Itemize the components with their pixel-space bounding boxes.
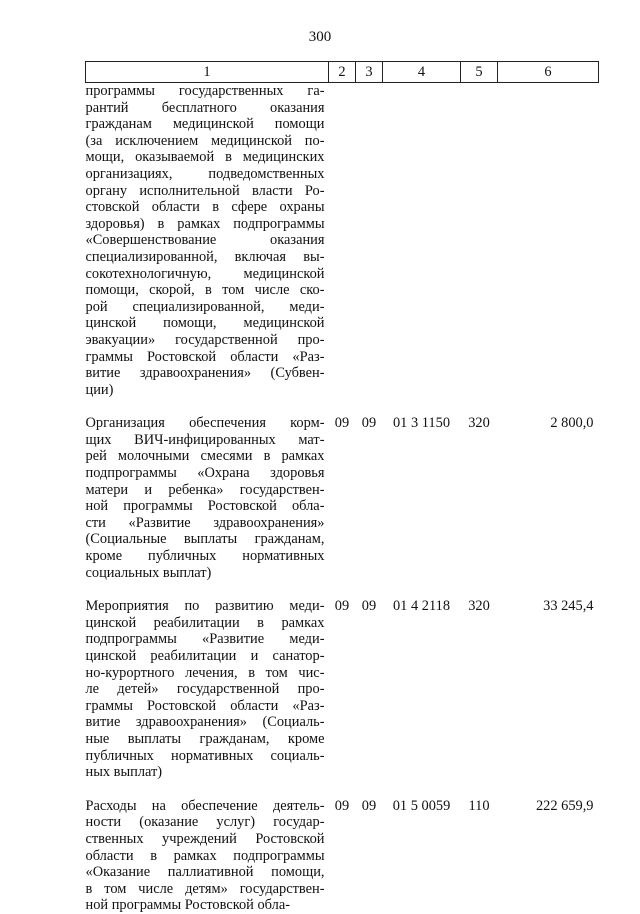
amount: 33 245,4 <box>543 598 594 615</box>
description-line: подпрограммы «Развитие меди- <box>85 631 325 648</box>
description-line: здоровья) в рамках подпрограммы <box>85 215 325 232</box>
description-line: граммы Ростовской области «Раз- <box>85 697 325 714</box>
description-line: ции) <box>85 381 114 398</box>
table-header-row <box>86 62 599 83</box>
description-line: щих ВИЧ-инфицированных мат- <box>85 431 325 448</box>
description-line: подпрограммы «Охрана здоровья <box>85 465 325 482</box>
description-line: «Оказание паллиативной помощи, <box>85 864 325 881</box>
description-line: витие здравоохранения» (Субвен- <box>85 365 325 382</box>
row-description <box>86 83 329 416</box>
budget-table <box>85 61 599 914</box>
target-article-code: 01 3 1150 <box>392 415 451 432</box>
description-line: сти «Развитие здравоохранения» <box>85 514 325 531</box>
description-line: стовской области в сфере охраны <box>85 199 325 216</box>
description-line: цинской реабилитации и санатор- <box>85 648 325 664</box>
description-line: рой специализированной, меди- <box>85 298 325 315</box>
description-line: ле детей» государственной про- <box>85 681 325 698</box>
description-line: ной программы Ростовской обла- <box>85 897 291 914</box>
description-line: (Социальные выплаты гражданам, <box>85 531 325 548</box>
description-line: организациях, подведомственных <box>85 165 325 182</box>
amount: 222 659,9 <box>535 797 594 814</box>
description-line: матери и ребенка» государствен- <box>85 481 325 498</box>
description-line: специализированной, включая вы- <box>85 248 325 265</box>
description-line: ности (оказание услуг) государ- <box>85 814 325 831</box>
expense-type-code <box>461 83 498 416</box>
expense-type-code: 320 <box>468 598 490 615</box>
amount: 2 800,0 <box>550 415 594 432</box>
subsection-code <box>356 83 383 416</box>
table-row <box>86 415 599 598</box>
expense-type-code: 320 <box>468 415 490 432</box>
description-line: гражданам медицинской помощи <box>85 116 325 133</box>
column-header-3: 3 <box>356 62 383 83</box>
description-line: «Совершенствование оказания <box>85 232 325 249</box>
description-line: социальных выплат) <box>85 564 212 581</box>
description-line: Организация обеспечения корм- <box>85 415 325 432</box>
subsection-code: 09 <box>361 797 377 814</box>
subsection-code: 09 <box>361 415 377 432</box>
description-line: органу исполнительной власти Ро- <box>85 182 325 199</box>
description-line: рей молочными смесями в рамках <box>85 448 325 465</box>
description-line: программы государственных га- <box>85 83 325 99</box>
description-line: цинской помощи, медицинской <box>85 315 325 332</box>
table-row <box>86 598 599 798</box>
row-description <box>86 798 329 914</box>
column-header-6: 6 <box>498 62 599 83</box>
description-line: эвакуации» государственной про- <box>85 331 325 348</box>
target-article-code <box>383 83 461 416</box>
description-line: кроме публичных нормативных <box>85 548 325 565</box>
row-description <box>86 415 329 598</box>
amount <box>498 83 599 416</box>
subsection-code: 09 <box>361 598 377 615</box>
description-line: в том числе детям» государствен- <box>85 880 325 897</box>
description-line: (за исключением медицинской по- <box>85 132 325 149</box>
row-description <box>86 598 329 798</box>
description-line: Мероприятия по развитию меди- <box>85 598 325 615</box>
description-line: рантий бесплатного оказания <box>85 99 325 116</box>
description-line: но-курортного лечения, в том чис- <box>85 664 325 681</box>
description-line: сокотехнологичную, медицинской <box>85 265 325 282</box>
table-row <box>86 83 599 416</box>
description-line: области в рамках подпрограммы <box>85 847 325 864</box>
target-article-code: 01 4 2118 <box>392 598 451 615</box>
description-line: ных выплат) <box>85 764 163 781</box>
section-code <box>329 83 356 416</box>
description-line: публичных нормативных социаль- <box>85 747 325 764</box>
description-line: витие здравоохранения» (Социаль- <box>85 714 325 731</box>
table-row <box>86 798 599 914</box>
page-number: 300 <box>308 29 332 45</box>
column-header-2: 2 <box>329 62 356 83</box>
description-line: ственных учреждений Ростовской <box>85 830 325 847</box>
description-line: помощи, скорой, в том числе ско- <box>85 282 325 299</box>
description-line: ной программы Ростовской обла- <box>85 498 325 515</box>
section-code: 09 <box>334 598 350 615</box>
description-line: ные выплаты гражданам, кроме <box>85 730 325 747</box>
column-header-1: 1 <box>86 62 329 83</box>
table-body <box>86 83 599 914</box>
description-line: Расходы на обеспечение деятель- <box>85 797 325 814</box>
expense-type-code: 110 <box>468 797 490 814</box>
column-header-4: 4 <box>383 62 461 83</box>
target-article-code: 01 5 0059 <box>392 797 451 814</box>
description-line: граммы Ростовской области «Раз- <box>85 348 325 365</box>
description-line: мощи, оказываемой в медицинских <box>85 149 325 166</box>
column-header-5: 5 <box>461 62 498 83</box>
section-code: 09 <box>334 797 350 814</box>
section-code: 09 <box>334 415 350 432</box>
description-line: цинской реабилитации в рамках <box>85 614 325 631</box>
